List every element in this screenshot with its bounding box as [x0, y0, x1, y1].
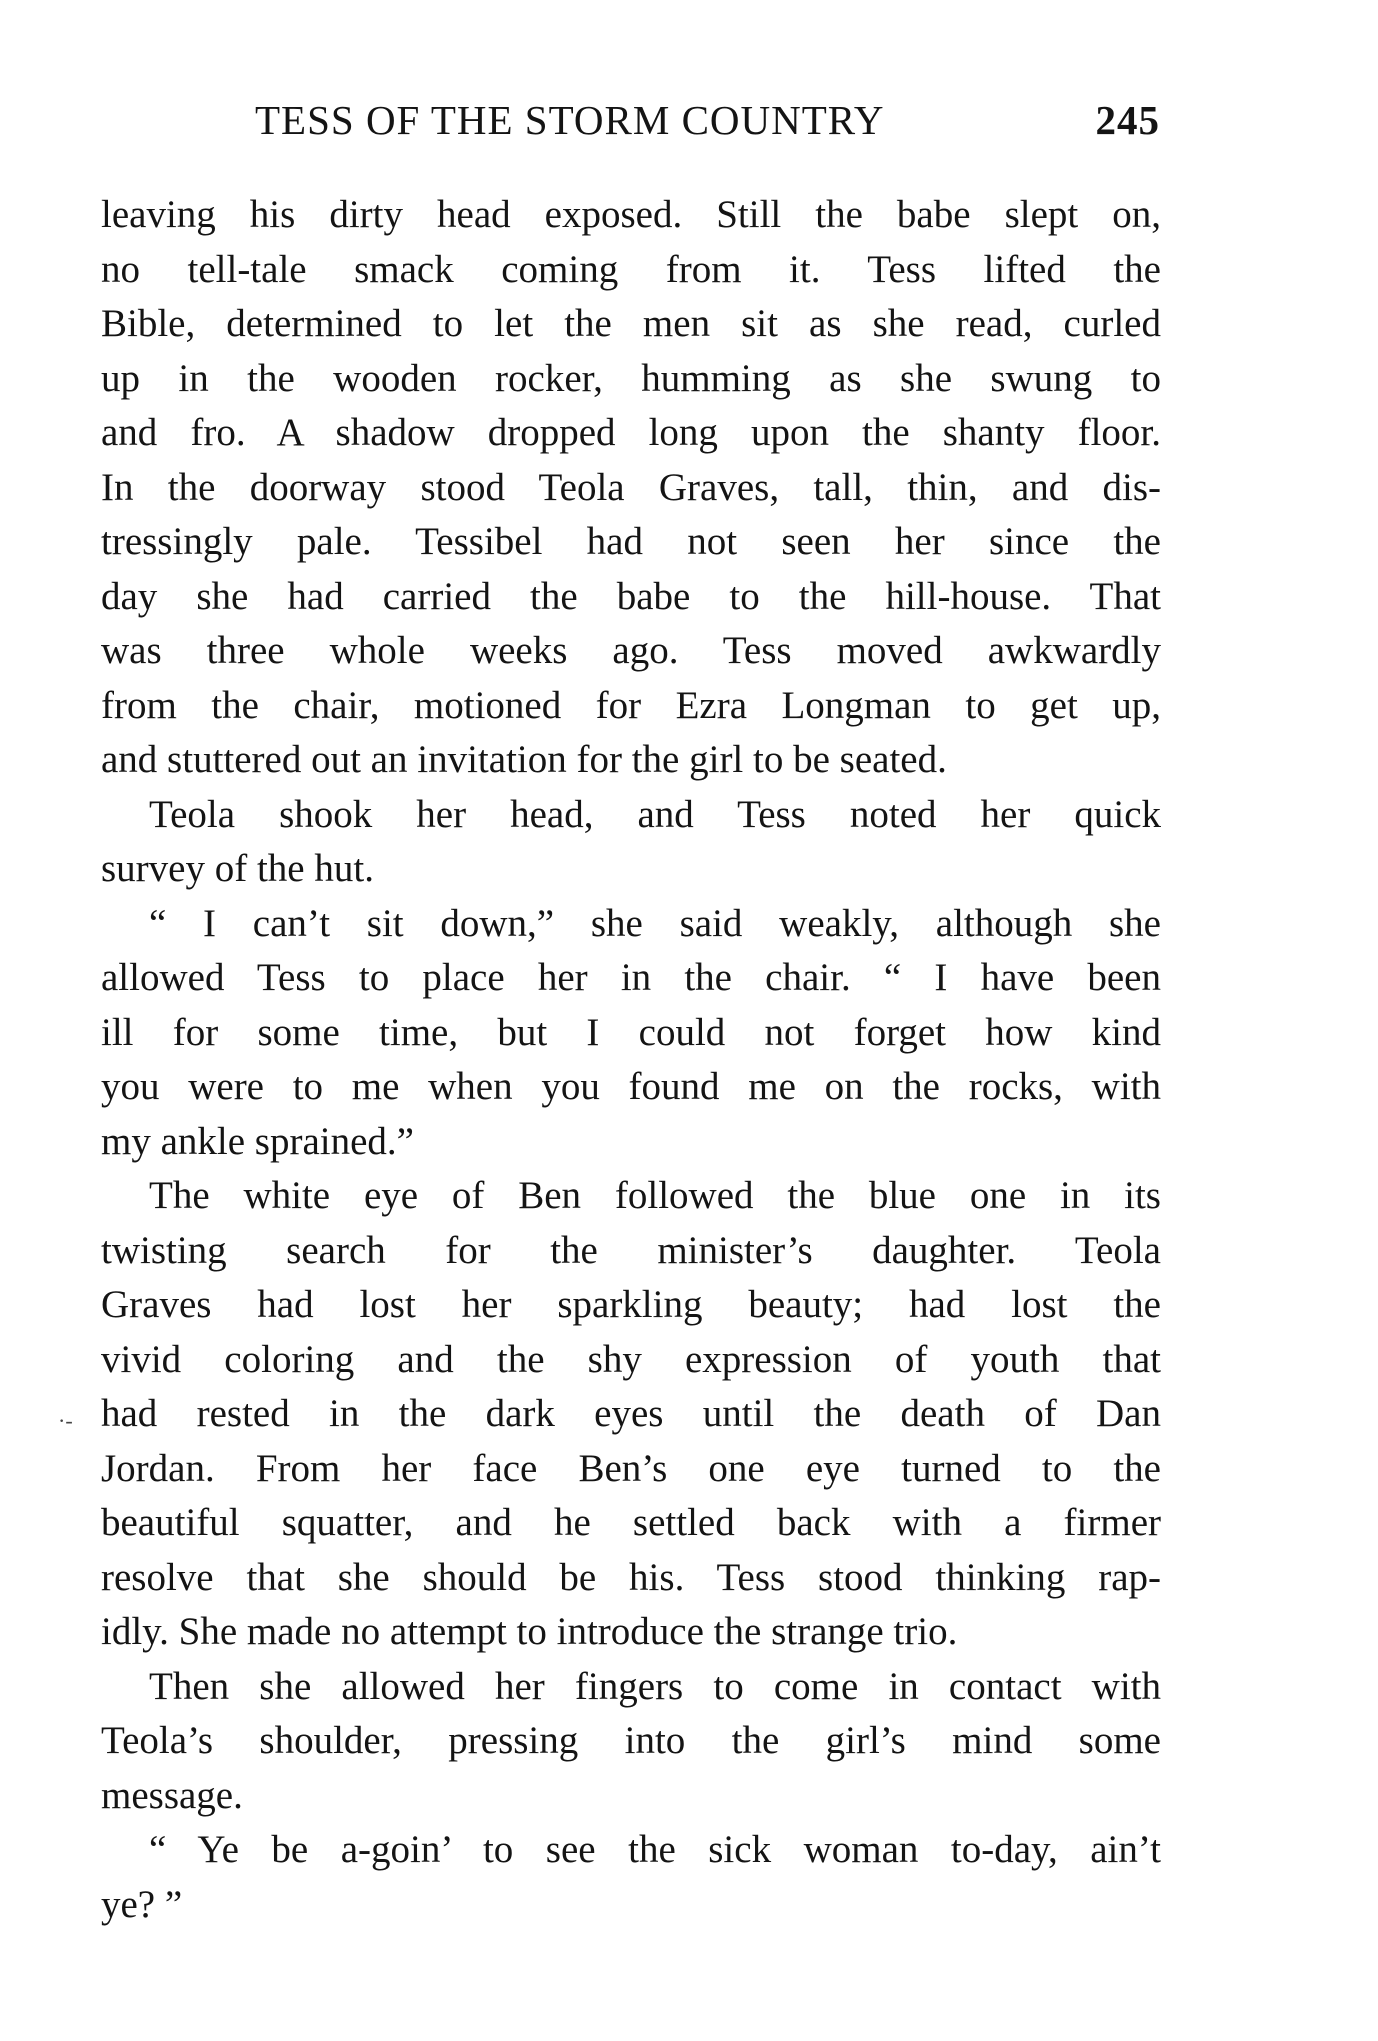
- text-line: Teola shook her head, and Tess noted her quick: [149, 792, 1161, 836]
- text-line: tressingly pale. Tessibel had not seen her since the: [101, 520, 1161, 563]
- text-line: Then she allowed her fingers to come in contact with: [149, 1664, 1161, 1708]
- body-text: [101, 188, 1161, 1932]
- text-line: survey of the hut.: [101, 847, 374, 890]
- text-line: from the chair, motioned for Ezra Longman to get up,: [101, 683, 1161, 727]
- text-line: day she had carried the babe to the hill-house. That: [101, 574, 1161, 618]
- text-line: twisting search for the minister’s daughter. Teola: [101, 1228, 1161, 1272]
- text-line: had rested in the dark eyes until the death of Dan: [101, 1392, 1161, 1435]
- text-line: up in the wooden rocker, humming as she swung to: [101, 356, 1161, 400]
- text-line: Teola’s shoulder, pressing into the girl’s mind some: [101, 1719, 1161, 1762]
- text-line: you were to me when you found me on the rocks, with: [101, 1065, 1161, 1108]
- text-line: In the doorway stood Teola Graves, tall, thin, and dis-: [101, 465, 1161, 509]
- text-line: “ I can’t sit down,” she said weakly, although she: [149, 901, 1161, 945]
- text-line: ill for some time, but I could not forget how kind: [101, 1010, 1161, 1054]
- text-line: “ Ye be a-goin’ to see the sick woman to-day, ain’t: [149, 1828, 1161, 1871]
- text-line: and stuttered out an invitation for the girl to be seated.: [101, 738, 947, 781]
- text-line: and fro. A shadow dropped long upon the shanty floor.: [101, 411, 1161, 454]
- text-line: no tell-tale smack coming from it. Tess lifted the: [101, 247, 1161, 291]
- running-title: TESS OF THE STORM COUNTRY: [255, 97, 885, 143]
- text-line: Jordan. From her face Ben’s one eye turned to the: [101, 1446, 1161, 1490]
- text-line: was three whole weeks ago. Tess moved awkwardly: [101, 629, 1161, 672]
- text-line: beautiful squatter, and he settled back with a firmer: [101, 1501, 1161, 1544]
- text-line: leaving his dirty head exposed. Still the babe slept on,: [101, 193, 1161, 236]
- text-line: Bible, determined to let the men sit as she read, curled: [101, 302, 1161, 345]
- text-line: Graves had lost her sparkling beauty; had lost the: [101, 1283, 1161, 1326]
- text-line: The white eye of Ben followed the blue one in its: [149, 1174, 1161, 1217]
- text-line: resolve that she should be his. Tess stood thinking rap-: [101, 1555, 1161, 1599]
- text-line: vivid coloring and the shy expression of youth that: [101, 1337, 1161, 1381]
- page-number: 245: [1095, 97, 1160, 143]
- page-header: [255, 96, 1160, 146]
- text-line: my ankle sprained.”: [101, 1119, 414, 1163]
- text-line: allowed Tess to place her in the chair. “ I have been: [101, 956, 1161, 999]
- margin-mark: ·-: [58, 1408, 73, 1433]
- text-line: ye? ”: [101, 1882, 183, 1926]
- text-line: message.: [101, 1773, 243, 1817]
- text-line: idly. She made no attempt to introduce the strange trio.: [101, 1610, 958, 1653]
